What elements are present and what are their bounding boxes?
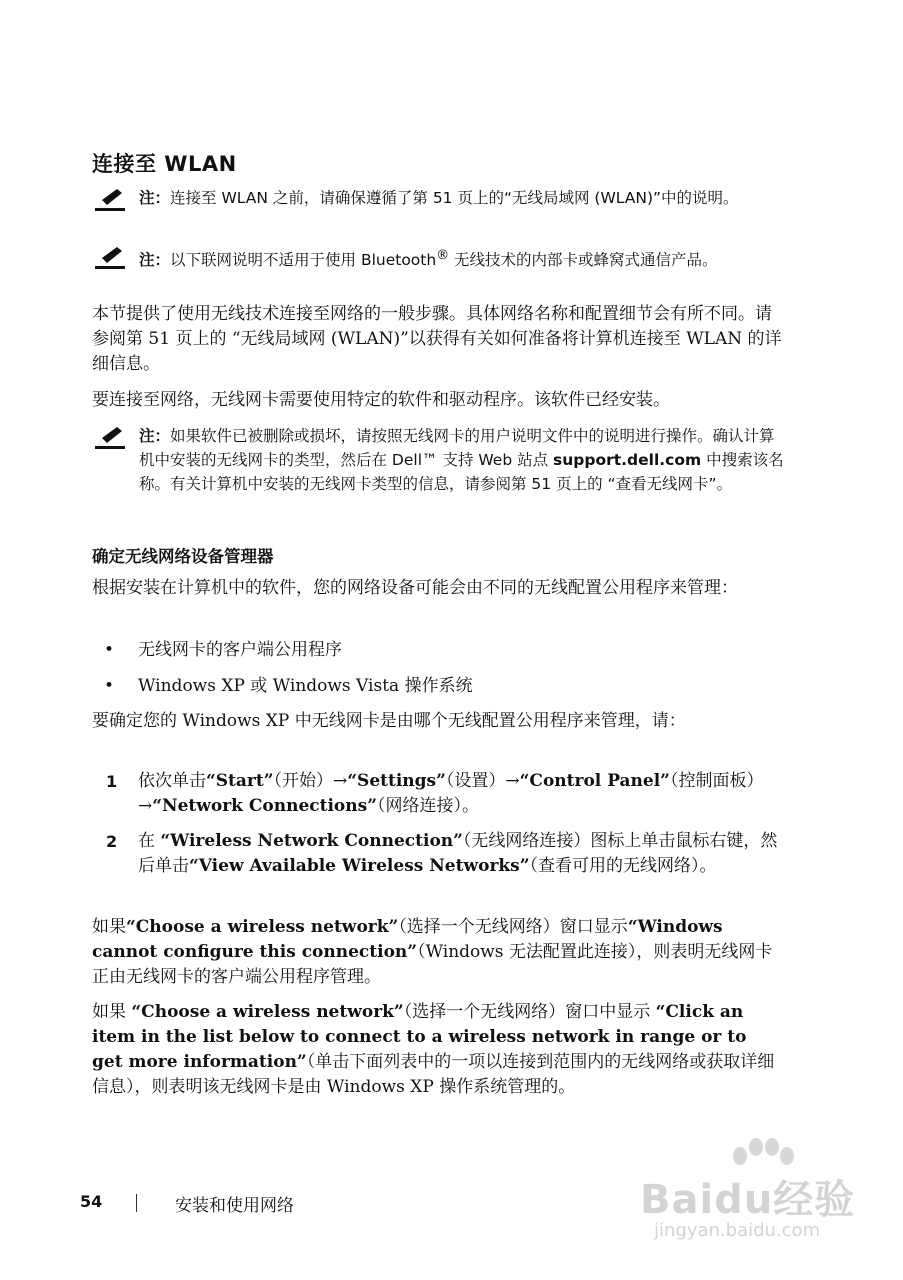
- list-item: [104, 638, 342, 663]
- step-text: （开始）→: [273, 771, 348, 791]
- list-item-text: Windows XP 或 Windows Vista 操作系统: [138, 676, 473, 696]
- footer-divider: [136, 1194, 137, 1212]
- note-text-a: 以下联网说明不适用于使用 Bluetooth: [170, 251, 437, 270]
- step-number: 2: [106, 832, 118, 851]
- note-pencil-icon: [95, 426, 125, 450]
- step-text: （设置）→: [445, 771, 520, 791]
- ui-term-control-panel: “Control Panel”: [519, 771, 670, 791]
- step-2: [106, 829, 782, 879]
- watermark-url: jingyan.baidu.com: [654, 1220, 821, 1241]
- ui-term-wireless-network-connection: “Wireless Network Connection”: [160, 831, 463, 851]
- note-text-b: 无线技术的内部卡或蜂窝式通信产品。: [449, 251, 718, 270]
- paragraph-software: 要连接至网络，无线网卡需要使用特定的软件和驱动程序。该软件已经安装。: [92, 390, 670, 410]
- note-pencil-icon: [95, 188, 125, 212]
- paragraph-intro: 本节提供了使用无线技术连接至网络的一般步骤。具体网络名称和配置细节会有所不同。请参阅第 51 页上的 “无线局域网 (WLAN)”以获得有关如何准备将计算机连接至 WLAN 的详细信息。: [92, 304, 782, 374]
- ui-term-network-connections: “Network Connections”: [152, 796, 377, 816]
- ui-term-choose-network: “Choose a wireless network”: [131, 1002, 404, 1022]
- bullet-mark: •: [104, 676, 115, 696]
- note-text: 连接至 WLAN 之前，请确保遵循了第 51 页上的“无线局域网 (WLAN)”中的说明。: [170, 189, 739, 207]
- paragraph-determine: 要确定您的 Windows XP 中无线网卡是由哪个无线配置公用程序来管理，请：: [92, 711, 686, 731]
- ui-term-settings: “Settings”: [347, 771, 446, 791]
- list-item-text: 无线网卡的客户端公用程序: [138, 640, 342, 660]
- para-text: 如果: [92, 1002, 132, 1022]
- para-text: （单击下面列表中的一项以连接到范围内的无线网络或获取详细信息），则表明该无线网卡是由 Windows XP 操作系统管理的。: [92, 1052, 775, 1097]
- note-label: 注：: [139, 189, 171, 207]
- note-1: [95, 186, 785, 210]
- note-2: [95, 244, 785, 272]
- ui-term-cannot-configure: “Windows cannot configure this connection”: [92, 917, 723, 962]
- note-label: 注：: [139, 427, 171, 445]
- step-text: （控制面板） →: [138, 771, 764, 816]
- bullet-mark: •: [104, 640, 115, 660]
- para-text: （Windows 无法配置此连接），则表明无线网卡正由无线网卡的客户端公用程序管理。: [92, 942, 773, 987]
- step-number: 1: [106, 772, 118, 791]
- ui-term-start: “Start”: [206, 771, 274, 791]
- note-label: 注：: [139, 251, 171, 270]
- note-pencil-icon: [95, 246, 125, 270]
- ui-term-click-item: “Click an item in the list below to connect to a wireless network in range or to get more information”: [92, 1002, 747, 1072]
- para-text: （选择一个无线网络）窗口中显示: [403, 1002, 656, 1022]
- step-text: 在: [138, 831, 161, 851]
- registered-mark: ®: [436, 248, 450, 263]
- step-text: （查看可用的无线网络）。: [529, 856, 717, 876]
- subsection-heading: 确定无线网络设备管理器: [92, 547, 274, 566]
- para-text: （选择一个无线网络）窗口显示: [398, 917, 628, 937]
- step-1: [106, 769, 782, 819]
- paragraph-utilities: 根据安装在计算机中的软件，您的网络设备可能会由不同的无线配置公用程序来管理：: [92, 578, 738, 598]
- ui-term-choose-network: “Choose a wireless network”: [126, 917, 399, 937]
- para-text: 如果: [92, 917, 126, 937]
- step-text: （网络连接）。: [376, 796, 479, 816]
- step-text: （无线网络连接）图标上单击鼠标右键，然后单击: [138, 831, 778, 876]
- baidu-watermark: [640, 1138, 860, 1248]
- note-3: [95, 424, 785, 496]
- list-item: [104, 674, 473, 699]
- page-number: 54: [80, 1192, 103, 1211]
- note-text-b: 中搜索该名称。有关计算机中安装的无线网卡类型的信息，请参阅第 51 页上的 “查看无线网卡”。: [139, 451, 784, 493]
- section-heading-connect-wlan: 连接至 WLAN: [92, 152, 237, 176]
- watermark-logo: Baidu经验: [640, 1177, 856, 1223]
- note-text-a: 如果软件已被删除或损坏，请按照无线网卡的用户说明文件中的说明进行操作。确认计算机中安装的无线网卡的类型，然后在 Dell™ 支持 Web 站点: [139, 427, 775, 469]
- step-text: 依次单击: [138, 771, 206, 791]
- support-site-link: support.dell.com: [553, 451, 702, 469]
- paragraph-windows-managed: [92, 1000, 782, 1100]
- paragraph-client-utility: [92, 915, 782, 990]
- ui-term-view-available-networks: “View Available Wireless Networks”: [189, 856, 530, 876]
- footer-section-title: 安装和使用网络: [175, 1196, 294, 1216]
